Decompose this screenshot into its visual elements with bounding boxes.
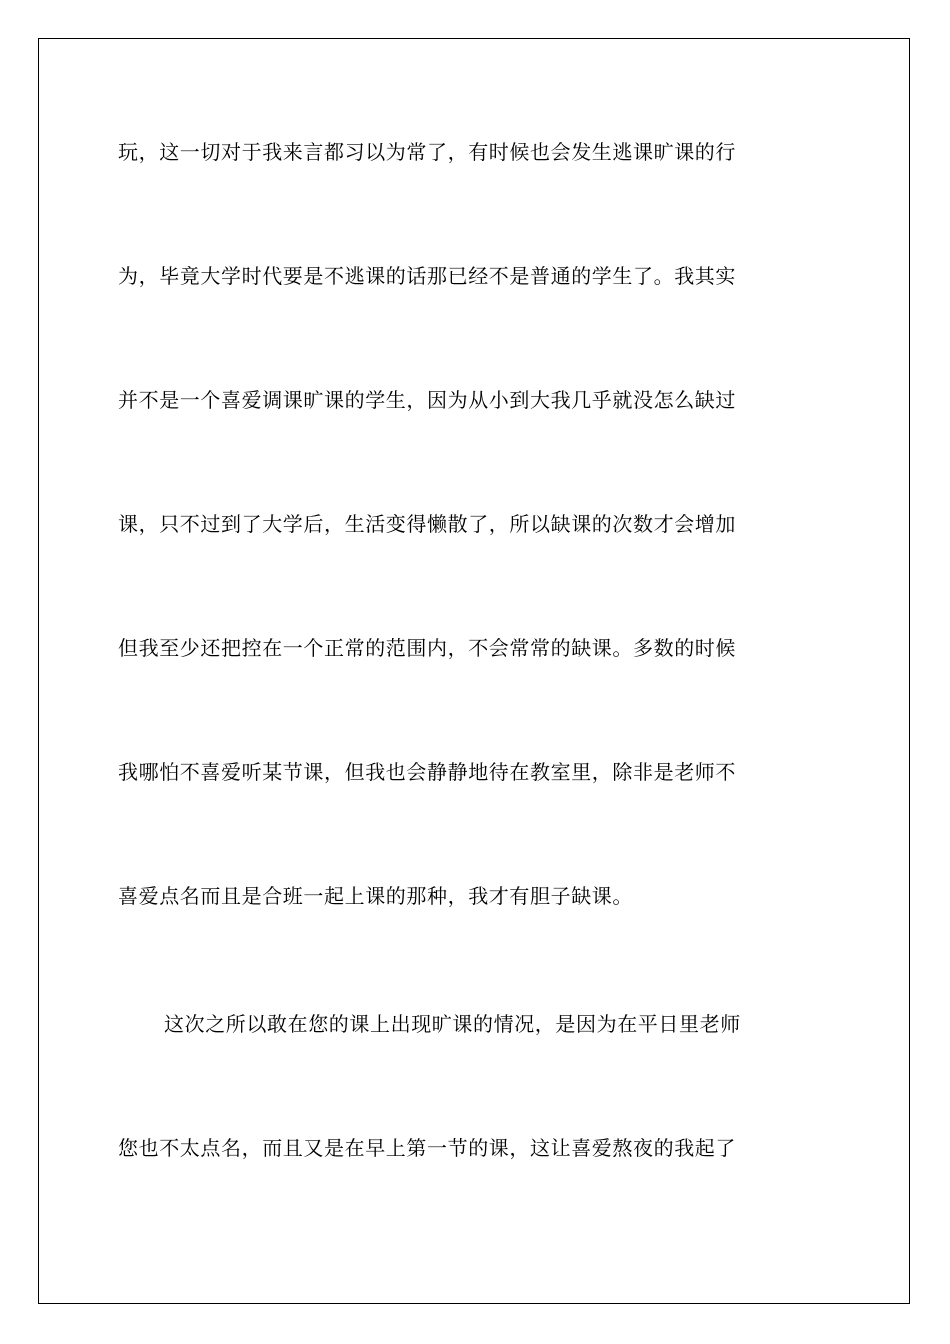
paragraph-line-6: 我哪怕不喜爱听某节课，但我也会静静地待在教室里，除非是老师不 (118, 760, 736, 784)
paragraph-line-5: 但我至少还把控在一个正常的范围内，不会常常的缺课。多数的时候 (118, 636, 736, 660)
paragraph-line-2: 为，毕竟大学时代要是不逃课的话那已经不是普通的学生了。我其实 (118, 264, 736, 288)
paragraph-line-8: 这次之所以敢在您的课上出现旷课的情况，是因为在平日里老师 (164, 1012, 741, 1036)
paragraph-line-3: 并不是一个喜爱调课旷课的学生，因为从小到大我几乎就没怎么缺过 (118, 388, 736, 412)
paragraph-line-9: 您也不太点名，而且又是在早上第一节的课，这让喜爱熬夜的我起了 (118, 1136, 736, 1160)
page-border (38, 38, 910, 1304)
paragraph-line-4: 课，只不过到了大学后，生活变得懒散了，所以缺课的次数才会增加 (118, 512, 736, 536)
paragraph-line-1: 玩，这一切对于我来言都习以为常了，有时候也会发生逃课旷课的行 (118, 140, 736, 164)
paragraph-line-7: 喜爱点名而且是合班一起上课的那种，我才有胆子缺课。 (118, 884, 633, 908)
